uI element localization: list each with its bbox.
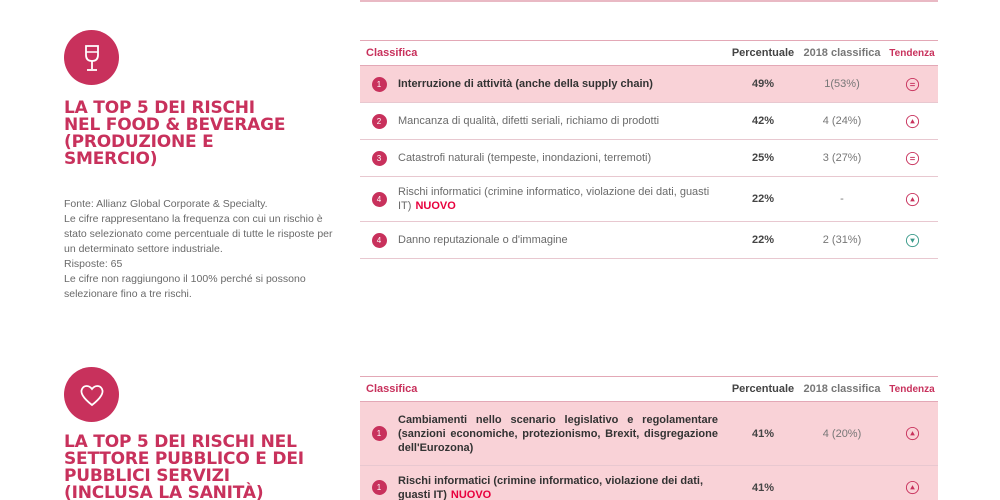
rank-2018: 1(53%)	[824, 78, 860, 90]
table-row	[360, 103, 938, 140]
table-row	[360, 177, 938, 222]
rank-2018: 4 (24%)	[822, 115, 862, 127]
table-row	[360, 402, 938, 466]
header-classifica: Classifica	[366, 383, 418, 395]
header-percentuale: Percentuale	[731, 47, 795, 59]
trend-up-icon	[886, 480, 938, 495]
percentage: 49%	[751, 78, 775, 90]
trend-up-icon	[886, 192, 938, 207]
food-notes	[64, 197, 339, 302]
new-badge: NUOVO	[415, 200, 456, 212]
risk-description: Danno reputazionale o d'immagine	[398, 234, 568, 246]
rank-badge: 2	[360, 114, 398, 129]
header-percentuale: Percentuale	[731, 383, 795, 395]
responses-note: Risposte: 65	[64, 258, 123, 270]
percentage: 22%	[751, 193, 775, 205]
risk-description: Mancanza di qualità, difetti seriali, richiamo di prodotti	[398, 115, 660, 127]
source-note: Fonte: Allianz Global Corporate & Specialty.	[64, 198, 268, 210]
rank-badge: 1	[360, 426, 398, 441]
public-risk-table	[360, 376, 938, 500]
new-badge: NUOVO	[450, 488, 492, 500]
risk-description: Rischi informatici (crimine informatico, violazione dei dati, guasti IT) NUOVO	[398, 474, 704, 500]
public-section-title: LA TOP 5 DEI RISCHI NEL SETTORE PUBBLICO E DEI PUBBLICI SERVIZI (INCLUSA LA SANITÀ)	[64, 432, 304, 500]
equal-icon	[886, 151, 938, 166]
table-row	[360, 466, 938, 500]
table-row	[360, 222, 938, 259]
percentage: 42%	[751, 115, 775, 127]
risk-description: Rischi informatici (crimine informatico, violazione dei dati, guasti IT) NUOVO	[398, 186, 710, 212]
rank-badge: 4	[360, 192, 398, 207]
rank-2018: 2 (31%)	[822, 234, 862, 246]
header-tendenza: Tendenza	[889, 383, 935, 395]
explanation-note: Le cifre rappresentano la frequenza con cui un rischio è stato selezionato come percentuale di tutte le risposte per un determinato settore industriale.	[64, 213, 333, 255]
food-section-title: LA TOP 5 DEI RISCHI NEL FOOD & BEVERAGE (PRODUZIONE E SMERCIO)	[64, 98, 286, 169]
trend-up-icon	[886, 114, 938, 129]
wine-glass-icon	[64, 30, 119, 85]
heart-icon	[64, 367, 119, 422]
top-divider	[360, 0, 938, 2]
header-2018: 2018 classifica	[803, 383, 881, 395]
rank-2018: 4 (20%)	[822, 427, 862, 440]
table-header	[360, 376, 938, 402]
rank-badge: 3	[360, 151, 398, 166]
header-classifica: Classifica	[366, 47, 418, 59]
percentage: 41%	[751, 427, 775, 440]
header-tendenza: Tendenza	[889, 47, 935, 59]
food-risk-table	[360, 40, 938, 259]
risk-description: Cambiamenti nello scenario legislativo e regolamentare (sanzioni economiche, protezionismo, Brexit, disgregazione dell'Eurozona)	[398, 413, 718, 454]
table-header	[360, 40, 938, 66]
risk-description: Interruzione di attività (anche della supply chain)	[398, 78, 653, 90]
rank-2018: -	[840, 193, 844, 205]
trend-up-icon	[886, 426, 938, 441]
rank-badge: 1	[360, 480, 398, 495]
rank-badge: 1	[360, 77, 398, 92]
table-row	[360, 140, 938, 177]
equal-icon	[886, 77, 938, 92]
disclaimer-note: Le cifre non raggiungono il 100% perché si possono selezionare fino a tre rischi.	[64, 273, 306, 300]
rank-badge: 4	[360, 233, 398, 248]
percentage: 22%	[751, 234, 775, 246]
table-row	[360, 66, 938, 103]
risk-description: Catastrofi naturali (tempeste, inondazioni, terremoti)	[398, 152, 652, 164]
percentage: 25%	[751, 152, 775, 164]
percentage: 41%	[751, 481, 775, 494]
trend-down-icon	[886, 233, 938, 248]
header-2018: 2018 classifica	[803, 47, 881, 59]
rank-2018: 3 (27%)	[822, 152, 862, 164]
